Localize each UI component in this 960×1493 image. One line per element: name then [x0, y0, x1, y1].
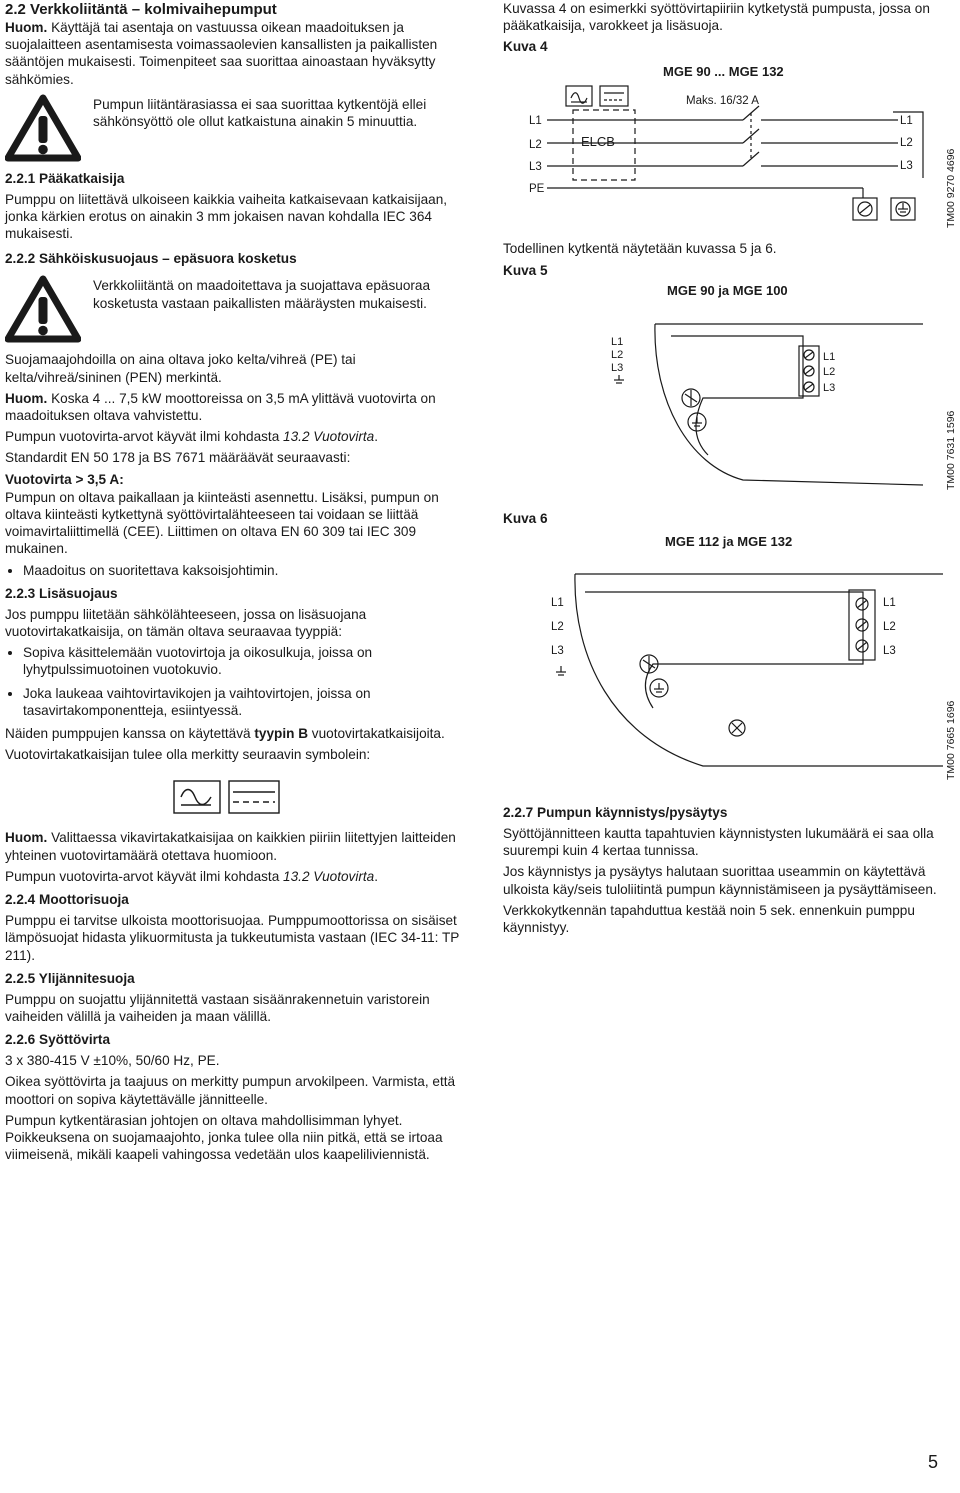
- warning-block-1: [5, 92, 460, 174]
- intro-paragraph: [5, 19, 460, 88]
- section-2-2-6-text-1: 3 x 380-415 V ±10%, 50/60 Hz, PE.: [5, 1053, 220, 1069]
- figure-6-diagram: [503, 528, 955, 778]
- section-2-2-7: [503, 804, 955, 940]
- line-label-l2: L2: [529, 139, 542, 151]
- figure-4-intro: Kuvassa 4 on esimerkki syöttövirtapiiriin kytketystä pumpusta, jossa on pääkatkaisija, varokkeet ja lisäsuoja.: [503, 1, 930, 34]
- section-2-2-5-title: 2.2.5 Ylijännitesuoja: [5, 970, 135, 986]
- pe-paragraph: Suojamaajohdoilla on aina oltava joko kelta/vihreä (PE) tai kelta/vihreä/sininen (PEN) merkintä.: [5, 352, 356, 385]
- section-2-2-5-text: Pumppu on suojattu ylijännitettä vastaan sisäänrakennetuin varistorein vaiheiden välillä ja vaiheiden ja maan välillä.: [5, 991, 430, 1024]
- left-column: [5, 0, 460, 1167]
- list-item: • Sopiva käsittelemään vuotovirtoja ja oikosulkuja, joissa on lyhytpulssimuotoinen vuotokuvio.: [23, 644, 460, 678]
- section-2-2-1-text: Pumppu on liitettävä ulkoiseen kaikkia vaiheita katkaisevaan katkaisijaan, jonka kärkien erotus on ainakin 3 mm jokaisen navan kohdalla IEC 364 mukaisesti.: [5, 191, 448, 242]
- type-b-bold: tyypin B: [254, 726, 309, 742]
- note-paragraph-3: [5, 829, 460, 863]
- section-2-2-6-title: 2.2.6 Syöttövirta: [5, 1032, 111, 1048]
- section-2-2-6-text-2: Oikea syöttövirta ja taajuus on merkitty pumpun arvokilpeen. Varmista, että moottori on sopiva käytettävälle jännitteelle.: [5, 1074, 456, 1107]
- figure-4-title: MGE 90 ... MGE 132: [663, 64, 784, 79]
- note-paragraph-2: [5, 390, 460, 424]
- warning-icon: [5, 94, 81, 162]
- warning-text-2: Verkkoliitäntä on maadoitettava ja suojattava epäsuoraa kosketusta vastaan paikallisten määräysten mukaisesti.: [93, 278, 431, 311]
- rcd-list: [5, 644, 460, 719]
- note-label: Huom.: [5, 390, 48, 406]
- section-2-2-7-title: 2.2.7 Pumpun käynnistys/pysäytys: [503, 805, 728, 820]
- section-2-2-3-text: Jos pumppu liitetään sähkölähteeseen, jossa on lisäsuojana vuotovirtakatkaisija, on tämän oltava seuraavaa tyyppiä:: [5, 606, 367, 640]
- warning-icon: [5, 275, 81, 343]
- type-b-pre: Näiden pumppujen kanssa on käytettävä: [5, 726, 255, 742]
- line-label-l3-right: L3: [823, 382, 836, 394]
- leak-ref-post: .: [374, 429, 379, 445]
- section-2-2-4-text: Pumppu ei tarvitse ulkoista moottorisuojaa. Pumppumoottorissa on sisäiset lämpösuojat hidasta ylikuormitusta ja tukkeutumista vastaan (IEC 34-11: TP 211).: [5, 913, 460, 963]
- type-b-post: vuotovirtakatkaisijoita.: [308, 726, 445, 742]
- symbols-paragraph: Vuotovirtakatkaisijan tulee olla merkitty seuraavin symbolein:: [5, 747, 371, 763]
- list-item: • Maadoitus on suoritettava kaksoisjohtimin.: [23, 562, 460, 579]
- leak-ref-paragraph: [5, 428, 460, 445]
- figure-5-label: Kuva 5: [503, 263, 548, 278]
- leak-ref-post: .: [374, 868, 379, 884]
- line-label-l1-right: L1: [823, 351, 836, 363]
- elcb-label: ELCB: [581, 134, 615, 149]
- line-label-l3-right: L3: [900, 160, 913, 172]
- leak-heading: Vuotovirta > 3,5 A:: [5, 471, 124, 487]
- section-2-2-7-text-1: Syöttöjännitteen kautta tapahtuvien käynnistysten lukumäärä ei saa olla suurempi kuin 4 kertaa tunnissa.: [503, 826, 934, 859]
- standards-paragraph: Standardit EN 50 178 ja BS 7671 määräävät seuraavasti:: [5, 450, 351, 466]
- rcd-symbols: [173, 775, 460, 819]
- section-heading: 2.2 Verkkoliitäntä – kolmivaihepumput: [5, 1, 277, 18]
- section-2-2-3-title: 2.2.3 Lisäsuojaus: [5, 585, 118, 601]
- line-label-l3-right: L3: [883, 645, 896, 657]
- rcd-symbol-icons: [173, 775, 283, 817]
- line-label-l3: L3: [529, 161, 542, 173]
- section-2-2-1-title: 2.2.1 Pääkatkaisija: [5, 170, 125, 186]
- page-number: 5: [927, 1452, 938, 1472]
- leak-ref-link: 13.2 Vuotovirta: [283, 868, 375, 884]
- intro-text: Käyttäjä tai asentaja on vastuussa oikean maadoituksen ja suojalaitteen asentamisesta voimassaolevien kansallisten ja paikallisten sääntöjen mukaisesti. Toimenpiteet saa suorittaa ainoastaan hyväksytty sähkömies.: [5, 20, 438, 87]
- figure-4-max-rating: Maks. 16/32 A: [686, 95, 759, 107]
- leak-ref-link: 13.2 Vuotovirta: [283, 429, 375, 445]
- list-item: • Joka laukeaa vaihtovirtavikojen ja vaihtovirtojen, joissa on tasavirtakomponentteja, esiintyessä.: [23, 685, 460, 719]
- line-label-l2: L2: [611, 349, 624, 361]
- line-label-l3: L3: [551, 645, 564, 657]
- note-label: Huom.: [5, 830, 48, 846]
- line-label-l1-right: L1: [900, 115, 913, 127]
- leak-ref-pre: Pumpun vuotovirta-arvot käyvät ilmi kohdasta: [5, 429, 284, 445]
- section-2-2-7-text-2: Jos käynnistys ja pysäytys halutaan suorittaa useammin on käytettävä ulkoista käy/seis tuloliitintä pumpun käynnistämiseen ja pysäyttämiseen.: [503, 864, 937, 897]
- figure-4-code: TM00 9270 4696: [945, 148, 957, 228]
- section-2-2-7-text-3: Verkkokytkennän tapahduttua kestää noin 5 sek. ennenkuin pumppu käynnistyy.: [503, 902, 915, 936]
- fixed-install-paragraph: Pumpun on oltava paikallaan ja kiinteästi asennettu. Lisäksi, pumpun on oltava kiinteästi kytkettynä syöttövirtalähteeseen tai voidaan se liittää voimavirtaliittimellä (CEE). Liittimen on oltava EN 60 309 tai IEC 309 mukainen.: [5, 489, 439, 557]
- section-2-2-4-title: 2.2.4 Moottorisuoja: [5, 892, 129, 908]
- figure-4-diagram: [503, 58, 955, 236]
- line-label-pe: PE: [529, 183, 545, 195]
- actual-connection-note: Todellinen kytkentä näytetään kuvassa 5 ja 6.: [503, 241, 777, 256]
- right-column: [503, 0, 957, 936]
- figure-5-title: MGE 90 ja MGE 100: [667, 283, 788, 298]
- line-label-l1: L1: [551, 597, 564, 609]
- section-2-2-2-title: 2.2.2 Sähköiskusuojaus – epäsuora kosketus: [5, 251, 297, 267]
- line-label-l2-right: L2: [883, 621, 896, 633]
- note-label: Huom.: [5, 20, 48, 35]
- ground-list: [5, 562, 460, 579]
- line-label-l1: L1: [611, 336, 624, 348]
- leak-ref-paragraph-2: [5, 868, 460, 885]
- line-label-l1: L1: [529, 115, 542, 127]
- figure-5-diagram: [503, 280, 955, 495]
- line-label-l2-right: L2: [823, 366, 836, 378]
- figure-4-label: Kuva 4: [503, 39, 548, 55]
- figure-6-label: Kuva 6: [503, 511, 548, 526]
- type-b-paragraph: [5, 725, 460, 742]
- line-label-l2-right: L2: [900, 137, 913, 149]
- leak-ref-pre: Pumpun vuotovirta-arvot käyvät ilmi kohdasta: [5, 868, 284, 884]
- warning-block-2: [5, 273, 460, 351]
- note-text: Koska 4 ... 7,5 kW moottoreissa on 3,5 mA ylittävä vuotovirta on maadoituksen oltava vahvistettu.: [5, 390, 436, 424]
- line-label-l1-right: L1: [883, 597, 896, 609]
- figure-6-title: MGE 112 ja MGE 132: [665, 534, 793, 549]
- line-label-l2: L2: [551, 621, 564, 633]
- figure-6-code: TM00 7665 1696: [945, 700, 957, 780]
- figure-5-code: TM00 7631 1596: [945, 410, 957, 490]
- warning-text-1: Pumpun liitäntärasiassa ei saa suorittaa kytkentöjä ellei sähkönsyöttö ole ollut katkaistuna ainakin 5 minuuttia.: [93, 96, 427, 130]
- note-text: Valittaessa vikavirtakatkaisijaa on kaikkien piiriin liitettyjen laitteiden yhteinen vuotovirtamäärä otettava huomioon.: [5, 830, 456, 863]
- line-label-l3: L3: [611, 362, 624, 374]
- section-2-2-6-text-3: Pumpun kytkentärasian johtojen on oltava mahdollisimman lyhyet. Poikkeuksena on suojamaajohto, jonka tulee olla niin pitkä, että se irtoaa viimeisenä, mikäli kaapeli vahingossa vedetään ulos kaapeliliviennistä.: [5, 1112, 443, 1163]
